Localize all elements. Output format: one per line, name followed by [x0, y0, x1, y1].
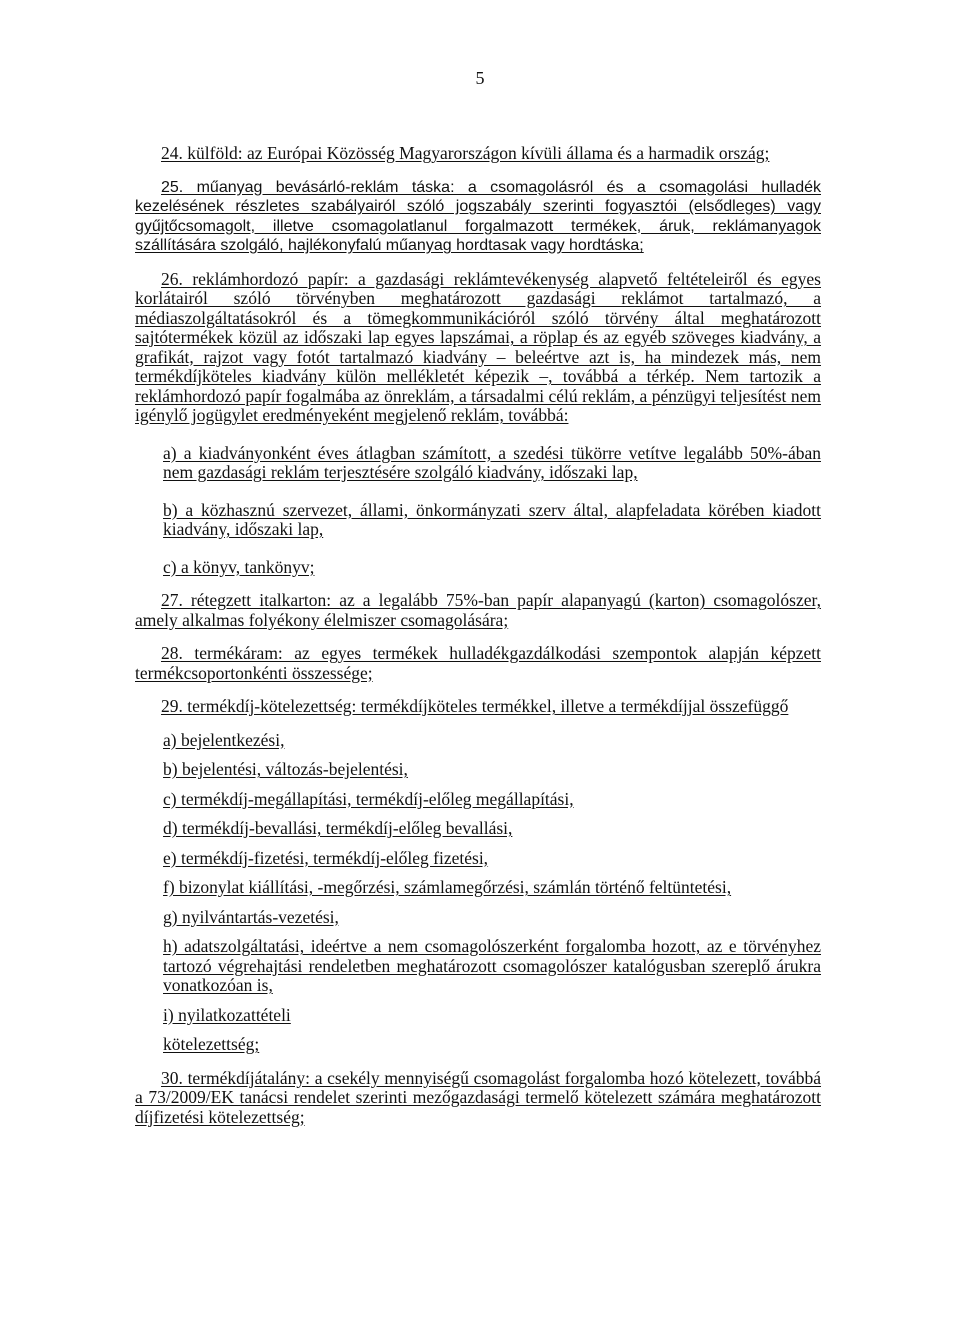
definition-29-i: i) nyilatkozattételi	[163, 1004, 291, 1025]
definition-28: 28. termékáram: az egyes termékek hulladékgazdálkodási szempontok alapján képzett termékcsoportonkénti összessége;	[135, 643, 821, 683]
definition-26: 26. reklámhordozó papír: a gazdasági reklámtevékenység alapvető feltételeiről és egyes korlátairól szóló törvényben meghatározott gazdasági reklámot tartalmazó, a médiaszolgáltatásokról és a tömegkommunikációról szóló törvény által meghatározott sajtótermékek közül az időszaki lap egyes lapszámai, a röplap és az egyéb szöveges kiadvány, a grafikát, rajzot vagy fotót tartalmazó kiadvány – beleértve azt is, ha mindezek más, nem termékdíjköteles kiadvány külön mellékletét képezik –, továbbá a térkép. Nem tartozik a reklámhordozó papír fogalmába az önreklám, a társadalmi célú reklám, a pénzügyi teljesítést nem igénylő jogügylet eredményeként megjelenő reklám, továbbá:	[135, 268, 821, 425]
definition-29-c: c) termékdíj-megállapítási, termékdíj-előleg megállapítási,	[163, 788, 574, 809]
definition-27: 27. rétegzett italkarton: az a legalább 75%-ban papír alapanyagú (karton) csomagolószer, amely alkalmas folyékony élelmiszer csomagolására;	[135, 590, 821, 630]
definition-29: 29. termékdíj-kötelezettség: termékdíjköteles termékkel, illetve a termékdíjjal összefüggő	[161, 696, 789, 716]
definition-24: 24. külföld: az Európai Közösség Magyarországon kívüli állama és a harmadik ország;	[161, 143, 770, 163]
definition-29-e: e) termékdíj-fizetési, termékdíj-előleg fizetési,	[163, 847, 489, 868]
document-body	[135, 144, 821, 1127]
definition-29-f: f) bizonylat kiállítási, -megőrzési, számlamegőrzési, számlán történő feltüntetési,	[163, 877, 732, 897]
definition-26-a: a) a kiadványonként éves átlagban számított, a szedési tükörre vetítve legalább 50%-ában nem gazdasági reklám terjesztésére szolgáló kiadvány, időszaki lap,	[163, 442, 821, 482]
definition-29-h: h) adatszolgáltatási, ideértve a nem csomagolószerként forgalomba hozott, az e törvényhez tartozó végrehajtási rendeletben meghatározott csomagolószer katalógusban szereplő árukra vonatkozóan is,	[163, 936, 821, 995]
page-number: 5	[475, 68, 485, 88]
definition-26-c: c) a könyv, tankönyv;	[163, 556, 315, 577]
definition-30: 30. termékdíjátalány: a csekély mennyiségű csomagolást forgalomba hozó kötelezett, továbbá a 73/2009/EK tanácsi rendelet szerinti mezőgazdasági termelő kötelezett számára meghatározott díjfizetési kötelezettség;	[135, 1067, 821, 1127]
definition-25: 25. műanyag bevásárló-reklám táska: a csomagolásról és a csomagolási hulladék kezelésének részletes szabályairól szóló jogszabály szerinti fogyasztói (elsődleges) vagy gyűjtőcsomagolt, illetve csomagolatlanul forgalmazott termékek, áruk, reklámanyagok szállítására szolgáló, hajlékonyfalú műanyag hordtasak vagy hordtáska;	[135, 178, 821, 254]
definition-29-b: b) bejelentési, változás-bejelentési,	[163, 759, 408, 779]
definition-29-g: g) nyilvántartás-vezetési,	[163, 906, 339, 927]
definition-29-closing: kötelezettség;	[163, 1034, 260, 1054]
definition-26-b: b) a közhasznú szervezet, állami, önkormányzati szerv által, alapfeladata körében kiadott kiadvány, időszaki lap,	[163, 499, 821, 539]
definition-29-d: d) termékdíj-bevallási, termékdíj-előleg bevallási,	[163, 818, 513, 838]
definition-29-a: a) bejelentkezési,	[163, 729, 285, 750]
